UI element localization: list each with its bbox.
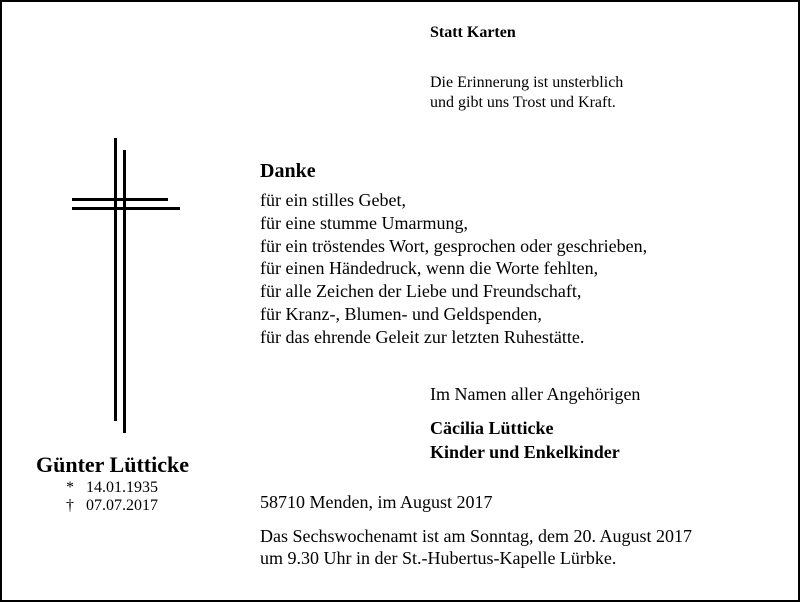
motto-line-1: Die Erinnerung ist unsterblich (430, 74, 624, 91)
notice-heading: Statt Karten (430, 24, 516, 41)
cross-icon (60, 138, 180, 433)
thanks-line: für einen Händedruck, wenn die Worte fehlten, (260, 258, 599, 279)
death-row (66, 497, 158, 515)
death-symbol: † (66, 497, 74, 514)
place-date: 58710 Menden, im August 2017 (260, 492, 493, 512)
birth-symbol: * (66, 479, 74, 496)
death-date: 07.07.2017 (86, 497, 158, 514)
birth-date: 14.01.1935 (86, 479, 158, 496)
thanks-line: für ein stilles Gebet, (260, 190, 406, 210)
thanks-title: Danke (260, 160, 316, 182)
deceased-name: Günter Lütticke (36, 452, 189, 477)
birth-row (66, 479, 158, 497)
signers (430, 416, 620, 464)
thanks-line: für eine stumme Umarmung, (260, 212, 468, 233)
thanks-line: für alle Zeichen der Liebe und Freundschaft, (260, 281, 582, 302)
life-dates (66, 479, 158, 515)
motto-line-2: und gibt uns Trost und Kraft. (430, 94, 616, 111)
mass-announcement (260, 525, 692, 569)
thanks-line: für Kranz-, Blumen- und Geldspenden, (260, 303, 542, 324)
mass-line: Das Sechswochenamt ist am Sonntag, dem 20. August 2017 (260, 526, 692, 546)
mass-line: um 9.30 Uhr in der St.-Hubertus-Kapelle Lürbke. (260, 548, 617, 568)
signer-name: Kinder und Enkelkinder (430, 442, 620, 462)
thanks-line: für das ehrende Geleit zur letzten Ruhestätte. (260, 326, 585, 347)
signature-intro: Im Namen aller Angehörigen (430, 384, 641, 404)
thanks-line: für ein tröstendes Wort, gesprochen oder geschrieben, (260, 235, 648, 256)
thanks-list (260, 189, 647, 349)
motto (430, 73, 623, 113)
signer-name: Cäcilia Lütticke (430, 418, 554, 438)
